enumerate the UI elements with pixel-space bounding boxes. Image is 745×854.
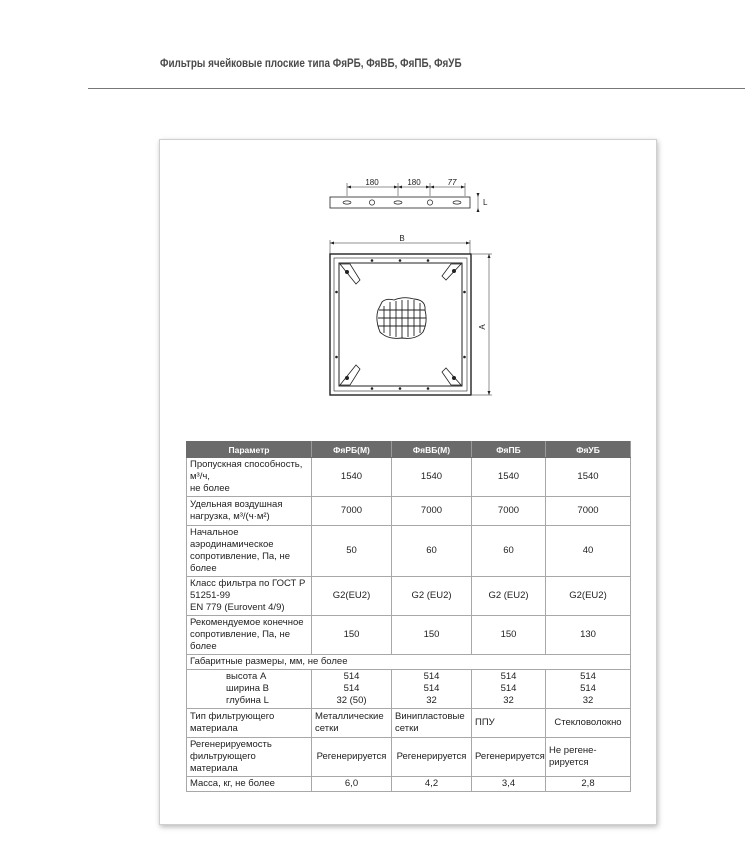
table-cell: 514 514 32 xyxy=(546,670,631,709)
row-label: Габаритные размеры, мм, не более xyxy=(187,655,631,670)
table-cell: 4,2 xyxy=(392,777,472,792)
table-row xyxy=(187,526,631,577)
table-cell: 150 xyxy=(392,616,472,655)
table-cell: 60 xyxy=(472,526,546,577)
table-cell: ППУ xyxy=(472,709,546,738)
dim-label-A: A xyxy=(478,324,487,330)
column-header-fyavb: ФяВБ(М) xyxy=(392,442,472,458)
table-cell: 2,8 xyxy=(546,777,631,792)
row-label: высота А ширина В глубина L xyxy=(187,670,312,709)
column-header-fyapb: ФяПБ xyxy=(472,442,546,458)
table-row-dimensions xyxy=(187,670,631,709)
table-cell: 150 xyxy=(472,616,546,655)
table-cell: 60 xyxy=(392,526,472,577)
table-cell: 50 xyxy=(312,526,392,577)
table-row xyxy=(187,616,631,655)
table-row-mass xyxy=(187,777,631,792)
dim-label-L: L xyxy=(483,198,488,207)
table-cell: 6,0 xyxy=(312,777,392,792)
table-header-row xyxy=(187,442,631,458)
table-cell: 7000 xyxy=(392,497,472,526)
row-label: Удельная воздушная нагрузка, м³/(ч·м²) xyxy=(187,497,312,526)
table-cell: 1540 xyxy=(392,458,472,497)
table-row-regeneration xyxy=(187,738,631,777)
table-cell: G2(EU2) xyxy=(312,577,392,616)
dim-label-180-left: 180 xyxy=(365,178,379,187)
row-label: Масса, кг, не более xyxy=(187,777,312,792)
row-label: Начальное аэродинамическое сопротивление, Па, не более xyxy=(187,526,312,577)
table-cell: 7000 xyxy=(546,497,631,526)
table-cell: G2 (EU2) xyxy=(392,577,472,616)
page-title: Фильтры ячейковые плоские типа ФяРБ, ФяВБ, ФяПБ, ФяУБ xyxy=(160,58,462,70)
table-cell: 7000 xyxy=(472,497,546,526)
table-cell: Регенерируется xyxy=(472,738,546,777)
column-header-fyaub: ФяУБ xyxy=(546,442,631,458)
table-cell: G2 (EU2) xyxy=(472,577,546,616)
row-label: Тип фильтрующего материала xyxy=(187,709,312,738)
table-row xyxy=(187,458,631,497)
column-header-fyarb: ФяРБ(М) xyxy=(312,442,392,458)
table-row xyxy=(187,577,631,616)
table-cell: 7000 xyxy=(312,497,392,526)
table-cell: 1540 xyxy=(312,458,392,497)
row-label: Пропускная способность, м³/ч, не более xyxy=(187,458,312,497)
row-label: Класс фильтра по ГОСТ Р 51251-99 EN 779 (Eurovent 4/9) xyxy=(187,577,312,616)
table-cell: 40 xyxy=(546,526,631,577)
table-cell: Регенерируется xyxy=(312,738,392,777)
table-cell: 1540 xyxy=(472,458,546,497)
table-cell: Винипластовые сетки xyxy=(392,709,472,738)
table-cell: Регенерируется xyxy=(392,738,472,777)
table-row-dimensions-title xyxy=(187,655,631,670)
table-row xyxy=(187,497,631,526)
column-header-parameter: Параметр xyxy=(187,442,312,458)
table-cell: 514 514 32 xyxy=(472,670,546,709)
dim-label-180-right: 180 xyxy=(407,178,421,187)
dim-label-77: 77 xyxy=(447,178,457,187)
table-cell: G2(EU2) xyxy=(546,577,631,616)
header-divider xyxy=(88,88,745,89)
front-view-drawing xyxy=(322,232,502,402)
row-label: Регенерируемость фильтрующего материала xyxy=(187,738,312,777)
table-cell: Не регене- рируется xyxy=(546,738,631,777)
top-view-drawing xyxy=(320,174,500,218)
row-label: Рекомендуемое конечное сопротивление, Па, не более xyxy=(187,616,312,655)
table-cell: Стекловолокно xyxy=(546,709,631,738)
table-cell: Металлические сетки xyxy=(312,709,392,738)
table-row-material xyxy=(187,709,631,738)
table-cell: 130 xyxy=(546,616,631,655)
table-cell: 3,4 xyxy=(472,777,546,792)
table-cell: 514 514 32 xyxy=(392,670,472,709)
dim-label-B: B xyxy=(399,234,405,243)
table-cell: 514 514 32 (50) xyxy=(312,670,392,709)
table-cell: 1540 xyxy=(546,458,631,497)
specification-table xyxy=(186,441,631,792)
table-cell: 150 xyxy=(312,616,392,655)
